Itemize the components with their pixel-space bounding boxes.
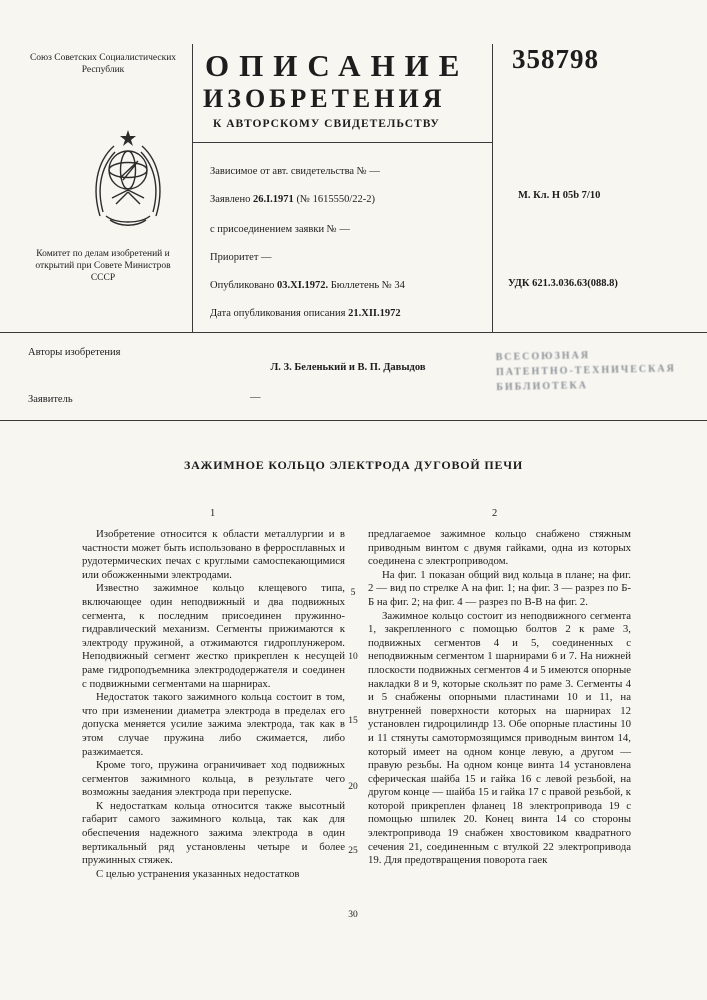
field-priority-value: — [261, 252, 272, 263]
intl-class: М. Кл. Н 05b 7/10 [518, 190, 601, 201]
body-column-2 [368, 528, 631, 868]
library-stamp-line1: ВСЕСОЮЗНАЯ [495, 350, 591, 364]
field-published-pre: Опубликовано [210, 280, 275, 291]
ussr-coat-of-arms-icon [90, 128, 166, 237]
field-published-post: Бюллетень № 34 [330, 280, 405, 291]
field-pubdesc-label: Дата опубликования описания [210, 308, 346, 319]
line-number-10: 10 [348, 652, 358, 662]
field-pubdesc-date: 21.XII.1972 [348, 308, 401, 319]
line-number-20: 20 [348, 782, 358, 792]
field-joined-value: — [339, 224, 350, 235]
doc-subtitle: К АВТОРСКОМУ СВИДЕТЕЛЬСТВУ [213, 118, 440, 130]
subtitle-underline [192, 142, 492, 143]
field-dependent-label: Зависимое от авт. свидетельства № [210, 166, 367, 177]
body-column-1 [82, 528, 345, 881]
field-publication-date [210, 308, 490, 319]
authors-bottom-rule [0, 420, 707, 421]
authors-names: Л. З. Беленький и В. П. Давыдов [270, 362, 426, 373]
paragraph: На фиг. 1 показан общий вид кольца в плане; на фиг. 2 — вид по стрелке А на фиг. 1; на фиг. 3 — разрез по Б-Б на фиг. 2; на фиг. 4 — разрез по В-В на фиг. 2. [368, 568, 631, 608]
doc-heading-izobreteniya: ИЗОБРЕТЕНИЯ [203, 84, 446, 113]
applicant-label: Заявитель [28, 394, 73, 405]
paragraph: С целью устранения указанных недостатков [96, 867, 300, 880]
authors-label: Авторы изобретения [28, 347, 121, 358]
field-filed [210, 194, 490, 205]
column-2-number: 2 [492, 508, 498, 519]
line-number-30: 30 [348, 910, 358, 920]
column-1-number: 1 [210, 508, 216, 519]
line-number-25: 25 [348, 846, 358, 856]
paragraph: Зажимное кольцо состоит из неподвижного сегмента 1, закрепленного с помощью болтов 2 к раме 3, подвижных сегментов 4 и 5, соединенных с неподвижным сегментом 1 шарнирами 6 и 7. На нижней плоскости подвижных сегментов 4 и 5 имеются опорные накладки 8 и 9, которые скользят по раме 3. Сегменты 4 и 5 снабжены опорными пластинами 10 и 11, на внутренней поверхности которых на шарнирах 12 установлен гидроцилиндр 13. Обе опорные пластины 10 и 11 стянуты самотормозящимся приводным винтом 14, который имеет на одном конце левую, а другом — правую резьбы. На одном конце винта 14 установлена сферическая шайба 15 и гайка 16 с левой резьбой, на другом конце — шайба 15 и гайка 17 с правой резьбой, к которой прикреплен фланец 18 электропривода 19 с помощью шпилек 20. Конец винта 14 со стороны электропривода 19 снабжен хвостовиком квадратного сечения 21, соединенным с втулкой 22 электропривода 19. Для предотвращения поворота гаек [368, 609, 631, 867]
field-published [210, 280, 490, 291]
library-stamp-line2: ПАТЕНТНО-ТЕХНИЧЕСКАЯ [495, 363, 676, 379]
patent-number: 358798 [512, 44, 599, 74]
header-bottom-rule [0, 332, 707, 333]
field-filed-post: (№ 1615550/22-2) [296, 194, 375, 205]
field-published-date: 03.XI.1972. [277, 280, 329, 291]
udk-code: УДК 621.3.036.63(088.8) [508, 278, 618, 289]
library-stamp [496, 346, 697, 395]
field-priority-label: Приоритет [210, 252, 259, 263]
paragraph: Недостаток такого зажимного кольца состоит в том, что при изменении диаметра электрода в пределах его допуска меняется усилие зажима электрода, так как в этом случае пружина либо сжимается, либо разжимается. [82, 691, 345, 758]
union-name: Союз Советских Социалистических Республик [29, 53, 177, 75]
paragraph: Изобретение относится к области металлургии и в частности может быть использовано в ферросплавных и рудотермических печах с круглыми самоспекающимися или обожженными электродами. [82, 528, 345, 581]
field-filed-date: 26.I.1971 [252, 194, 294, 205]
applicant-value: — [250, 392, 261, 403]
field-dependent-certificate [210, 166, 490, 177]
line-number-15: 15 [348, 716, 358, 726]
field-joined-label: с присоединением заявки № [210, 224, 337, 235]
paragraph: Известно зажимное кольцо клещевого типа, включающее один неподвижный и два подвижных сегмента, к последним присоединен пружинно-гидравлический механизм. Сегменты прижимаются к электроду пружиной, а отжимаются гидроплунжером. Неподвижный сегмент жестко прикреплен к несущей раме гидроподъемника электрододержателя и соединен с подвижными сегментами на шарнирах. [82, 582, 345, 690]
doc-heading-opisanie: ОПИСАНИЕ [205, 48, 470, 83]
library-stamp-line3: БИБЛИОТЕКА [496, 380, 589, 394]
invention-title: ЗАЖИМНОЕ КОЛЬЦО ЭЛЕКТРОДА ДУГОВОЙ ПЕЧИ [183, 458, 524, 472]
field-filed-pre: Заявлено [210, 194, 251, 205]
field-dependent-value: — [369, 166, 380, 177]
paragraph: Кроме того, пружина ограничивает ход подвижных сегментов зажимного кольца, в результате чего возможны заедания электрода при перепуске. [82, 759, 345, 799]
line-number-5: 5 [350, 588, 356, 598]
paragraph: К недостаткам кольца относится также высотный габарит самого зажимного кольца, так как для обеспечения надежного зажима электрода в один вертикальный ряд установлены четыре и более пружинных стяжек. [82, 799, 345, 867]
field-joined-application [210, 224, 490, 235]
header-vertical-divider-left [192, 44, 193, 332]
committee-name: Комитет по делам изобретений и открытий при Совете Министров СССР [35, 249, 171, 283]
paragraph: предлагаемое зажимное кольцо снабжено стяжным приводным винтом с двумя гайками, одна из которых соединена с электроприводом. [368, 528, 631, 568]
field-priority [210, 252, 490, 263]
